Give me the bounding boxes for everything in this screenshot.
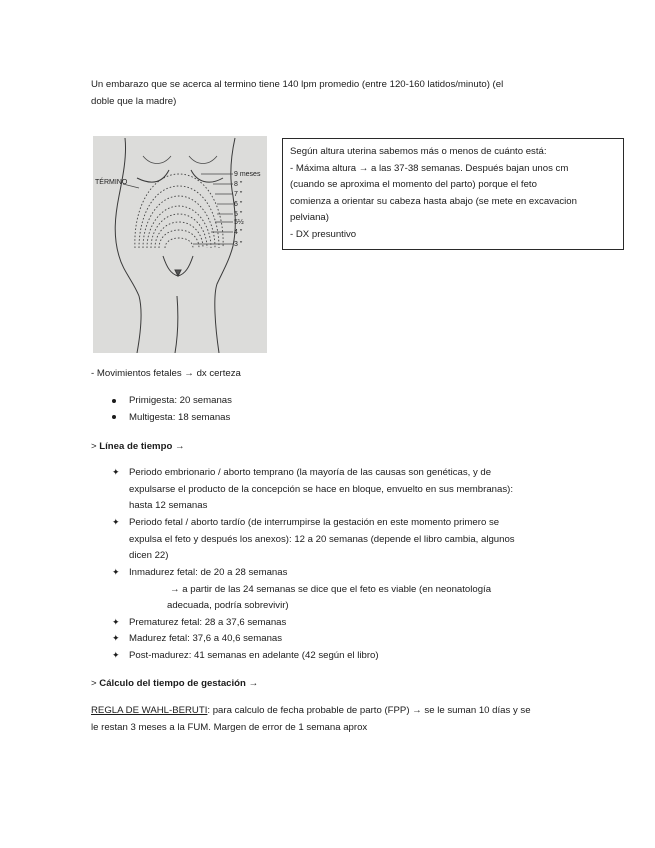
month-label-5: 5 " (234, 211, 243, 218)
timeline-item-embrionario-l2: expulsarse el producto de la concepción se hace en bloque, envuelto en sus membranas): (129, 484, 513, 495)
timeline-item-embrionario-l3: hasta 12 semanas (129, 500, 208, 511)
movimientos-item-primigesta: Primigesta: 20 semanas (129, 395, 232, 406)
star-bullet-icon: ✦ (112, 467, 120, 477)
month-label-7: 7 " (234, 191, 243, 198)
calculo-heading (91, 677, 258, 690)
box-line-4: comienza a orientar su cabeza hasta abajo (se mete en excavacion (290, 195, 577, 207)
movimientos-item-multigesta: Multigesta: 18 semanas (129, 412, 231, 423)
regla-line-1 (91, 704, 531, 717)
timeline-item-inmadurez-sub-l1: → a partir de las 24 semanas se dice que el feto es viable (en neonatología (170, 584, 492, 595)
regla-title: REGLA DE WAHL-BERUTI (91, 705, 208, 716)
box-line-1: Según altura uterina sabemos más o menos de cuánto está: (290, 146, 547, 157)
timeline-heading-text: Línea de tiempo (99, 441, 173, 452)
timeline-item-inmadurez-sub-l2: adecuada, podría sobrevivir) (167, 600, 289, 611)
month-label-5-half: 5½ (234, 219, 244, 226)
star-bullet-icon: ✦ (112, 617, 120, 627)
uterine-height-note-box (282, 138, 624, 250)
timeline-item-prematurez: Prematurez fetal: 28 a 37,6 semanas (129, 617, 287, 628)
month-label-9: 9 meses (234, 171, 261, 178)
timeline-item-fetal-l3: dicen 22) (129, 550, 169, 561)
intro-line-1: Un embarazo que se acerca al termino tiene 140 lpm promedio (entre 120-160 latidos/minuto) (el (91, 79, 504, 90)
arrow-icon: → (174, 441, 185, 452)
star-bullet-icon: ✦ (112, 517, 120, 527)
timeline-item-embrionario-l1: Periodo embrionario / aborto temprano (la mayoría de las causas son genéticas, y de (129, 467, 492, 478)
timeline-prefix: > (91, 441, 97, 452)
box-line-3: (cuando se aproxima el momento del parto) porque el feto (290, 179, 537, 190)
month-label-8: 8 " (234, 181, 243, 188)
box-line-2: - Máxima altura → a las 37-38 semanas. Después bajan unos cm (290, 162, 569, 174)
torso-illustration (93, 136, 267, 353)
calculo-heading-text: Cálculo del tiempo de gestación (99, 678, 246, 689)
termino-label: TÉRMINO (95, 179, 128, 186)
intro-line-2: doble que la madre) (91, 96, 177, 107)
timeline-heading (91, 440, 185, 453)
bullet-dot-icon (112, 399, 116, 403)
timeline-item-post-madurez: Post-madurez: 41 semanas en adelante (42 según el libro) (129, 650, 379, 661)
timeline-item-inmadurez: Inmadurez fetal: de 20 a 28 semanas (129, 567, 288, 578)
star-bullet-icon: ✦ (112, 650, 120, 660)
timeline-item-fetal-l1: Periodo fetal / aborto tardío (de interrumpirse la gestación en este momento primero se (129, 517, 500, 528)
regla-text-1: : para calculo de fecha probable de parto (FPP) → se le suman 10 días y se (207, 705, 531, 716)
box-line-6: - DX presuntivo (290, 228, 357, 240)
calculo-prefix: > (91, 678, 97, 689)
bullet-dot-icon (112, 415, 116, 419)
timeline-item-madurez: Madurez fetal: 37,6 a 40,6 semanas (129, 633, 283, 644)
movimientos-heading: - Movimientos fetales → dx certeza (91, 368, 241, 379)
box-line-5: pelviana) (290, 212, 329, 223)
month-label-4: 4 " (234, 229, 243, 236)
month-label-3: 3 " (234, 241, 243, 248)
arrow-icon: → (248, 678, 259, 689)
month-label-6: 6 " (234, 201, 243, 208)
timeline-item-fetal-l2: expulsa el feto y después los anexos): 12 a 20 semanas (depende el libro cambia, algunos (129, 534, 515, 545)
star-bullet-icon: ✦ (112, 567, 120, 577)
intro-paragraph (91, 78, 503, 112)
regla-line-2: le restan 3 meses a la FUM. Margen de error de 1 semana aprox (91, 722, 368, 733)
star-bullet-icon: ✦ (112, 633, 120, 643)
uterine-height-figure (93, 136, 267, 353)
